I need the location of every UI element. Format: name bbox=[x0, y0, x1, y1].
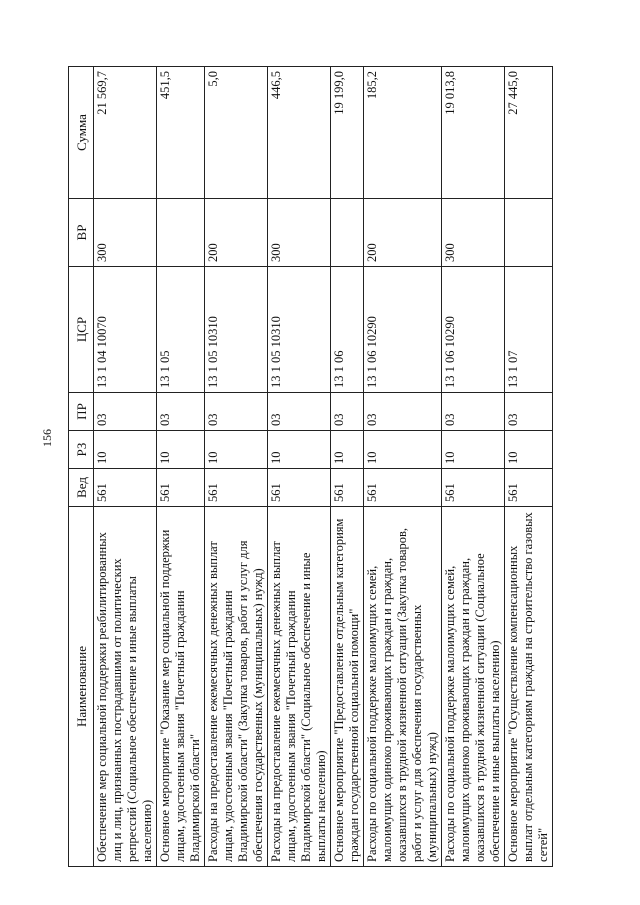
cell-vr bbox=[331, 199, 364, 267]
cell-vr: 300 bbox=[94, 199, 157, 267]
cell-rz: 10 bbox=[94, 431, 157, 469]
table-row bbox=[94, 67, 157, 867]
cell-vr: 300 bbox=[268, 199, 331, 267]
header-sum: Сумма bbox=[69, 67, 94, 199]
table-row bbox=[442, 67, 505, 867]
cell-ved: 561 bbox=[94, 469, 157, 507]
cell-ved: 561 bbox=[364, 469, 442, 507]
cell-ved: 561 bbox=[331, 469, 364, 507]
table-header-row bbox=[69, 67, 94, 867]
cell-pr: 03 bbox=[442, 393, 505, 431]
cell-vr bbox=[157, 199, 205, 267]
cell-rz: 10 bbox=[331, 431, 364, 469]
cell-vr bbox=[505, 199, 553, 267]
cell-sum: 5,0 bbox=[205, 67, 268, 199]
cell-ved: 561 bbox=[505, 469, 553, 507]
cell-name: Основное мероприятие "Осуществление компенсационных выплат отдельным категориям граждан на строительство газовых сетей" bbox=[505, 507, 553, 867]
cell-csr: 13 1 06 10290 bbox=[364, 267, 442, 393]
cell-name: Расходы на предоставление ежемесячных денежных выплат лицам, удостоенным звания "Почетный гражданин Владимирской области" (Закупка товаров, работ и услуг для обеспечения государственных (муниципальных) нужд) bbox=[205, 507, 268, 867]
cell-name: Обеспечение мер социальной поддержки реабилитированных лиц и лиц, признанных пострадавшими от политических репрессий (Социальное обеспечение и иные выплаты населению) bbox=[94, 507, 157, 867]
cell-csr: 13 1 05 bbox=[157, 267, 205, 393]
cell-name: Основное мероприятие "Оказание мер социальной поддержки лицам, удостоенным звания "Почетный гражданин Владимирской области" bbox=[157, 507, 205, 867]
cell-ved: 561 bbox=[205, 469, 268, 507]
cell-rz: 10 bbox=[505, 431, 553, 469]
table-row bbox=[157, 67, 205, 867]
cell-name: Основное мероприятие "Предоставление отдельным категориям граждан государственной социальной помощи" bbox=[331, 507, 364, 867]
cell-pr: 03 bbox=[268, 393, 331, 431]
cell-vr: 300 bbox=[442, 199, 505, 267]
cell-csr: 13 1 07 bbox=[505, 267, 553, 393]
cell-sum: 185,2 bbox=[364, 67, 442, 199]
cell-pr: 03 bbox=[505, 393, 553, 431]
cell-vr: 200 bbox=[364, 199, 442, 267]
cell-pr: 03 bbox=[331, 393, 364, 431]
cell-csr: 13 1 06 10290 bbox=[442, 267, 505, 393]
header-csr: ЦСР bbox=[69, 267, 94, 393]
cell-ved: 561 bbox=[442, 469, 505, 507]
table-row bbox=[331, 67, 364, 867]
header-vr: ВР bbox=[69, 199, 94, 267]
table-row bbox=[205, 67, 268, 867]
cell-name: Расходы по социальной поддержке малоимущих семей, малоимущих одиноко проживающих граждан и граждан, оказавшихся в трудной жизненной ситуации (Социальное обеспечение и иные выплаты населению) bbox=[442, 507, 505, 867]
budget-table bbox=[68, 66, 553, 867]
table-row bbox=[364, 67, 442, 867]
cell-csr: 13 1 05 10310 bbox=[205, 267, 268, 393]
cell-rz: 10 bbox=[442, 431, 505, 469]
cell-sum: 451,5 bbox=[157, 67, 205, 199]
budget-table-container bbox=[68, 67, 574, 867]
header-rz: РЗ bbox=[69, 431, 94, 469]
cell-pr: 03 bbox=[364, 393, 442, 431]
cell-ved: 561 bbox=[268, 469, 331, 507]
cell-sum: 21 569,7 bbox=[94, 67, 157, 199]
cell-rz: 10 bbox=[205, 431, 268, 469]
cell-ved: 561 bbox=[157, 469, 205, 507]
cell-csr: 13 1 05 10310 bbox=[268, 267, 331, 393]
cell-rz: 10 bbox=[364, 431, 442, 469]
page-number: 156 bbox=[40, 429, 54, 447]
cell-csr: 13 1 04 10070 bbox=[94, 267, 157, 393]
header-name: Наименование bbox=[69, 507, 94, 867]
header-ved: Вед bbox=[69, 469, 94, 507]
cell-sum: 19 013,8 bbox=[442, 67, 505, 199]
cell-name: Расходы на предоставление ежемесячных денежных выплат лицам, удостоенным звания "Почетный гражданин Владимирской области" (Социальное обеспечение и иные выплаты населению) bbox=[268, 507, 331, 867]
cell-name: Расходы по социальной поддержке малоимущих семей, малоимущих одиноко проживающих граждан и граждан, оказавшихся в трудной жизненной ситуации (Закупка товаров, работ и услуг для обеспечения государственных (муниципальных) нужд) bbox=[364, 507, 442, 867]
cell-vr: 200 bbox=[205, 199, 268, 267]
cell-rz: 10 bbox=[157, 431, 205, 469]
cell-sum: 446,5 bbox=[268, 67, 331, 199]
cell-pr: 03 bbox=[205, 393, 268, 431]
cell-csr: 13 1 06 bbox=[331, 267, 364, 393]
header-pr: ПР bbox=[69, 393, 94, 431]
cell-sum: 19 199,0 bbox=[331, 67, 364, 199]
cell-sum: 27 445,0 bbox=[505, 67, 553, 199]
table-row bbox=[505, 67, 553, 867]
cell-rz: 10 bbox=[268, 431, 331, 469]
cell-pr: 03 bbox=[157, 393, 205, 431]
cell-pr: 03 bbox=[94, 393, 157, 431]
table-row bbox=[268, 67, 331, 867]
